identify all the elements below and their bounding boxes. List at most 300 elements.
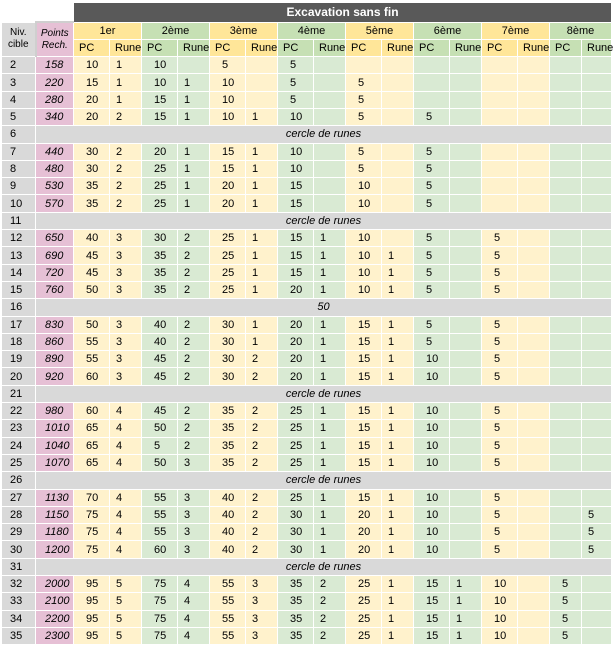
pc-cell: 20 (210, 178, 246, 195)
pc-cell: 50 (142, 420, 178, 437)
rune-cell (582, 143, 612, 160)
pc-cell (414, 74, 450, 91)
circle-header-3: 3ème (210, 22, 278, 39)
level-header-line2: cible (7, 39, 29, 51)
level-cell: 18 (2, 333, 36, 350)
pc-cell: 35 (278, 627, 314, 644)
rune-cell: 1 (314, 368, 346, 385)
level-cell: 7 (2, 143, 36, 160)
rune-cell: 2 (178, 420, 210, 437)
rune-cell: 3 (246, 593, 278, 610)
pc-cell: 5 (482, 368, 518, 385)
rune-cell: 2 (246, 403, 278, 420)
pc-cell: 25 (142, 195, 178, 212)
level-cell: 21 (2, 385, 36, 402)
table-row (2, 541, 612, 558)
rune-cell: 4 (110, 437, 142, 454)
pc-cell: 30 (210, 333, 246, 350)
rune-cell: 1 (382, 489, 414, 506)
rune-cell: 1 (110, 57, 142, 74)
rune-cell (518, 506, 550, 523)
pc-cell: 5 (482, 230, 518, 247)
points-cell: 1180 (36, 524, 74, 541)
level-cell: 23 (2, 420, 36, 437)
pc-cell: 10 (74, 57, 110, 74)
pc-cell: 10 (142, 57, 178, 74)
table-row (2, 368, 612, 385)
pc-cell (550, 489, 582, 506)
pc-cell: 5 (482, 247, 518, 264)
pc-cell: 10 (346, 247, 382, 264)
table-row (2, 160, 612, 177)
rune-cell (382, 74, 414, 91)
rune-cell: 4 (110, 403, 142, 420)
pc-cell: 10 (346, 230, 382, 247)
pc-cell: 25 (142, 160, 178, 177)
level-cell: 20 (2, 368, 36, 385)
points-cell: 570 (36, 195, 74, 212)
rune-cell (518, 524, 550, 541)
pc-cell: 10 (414, 351, 450, 368)
rune-cell (582, 454, 612, 471)
pc-cell: 20 (346, 524, 382, 541)
rune-cell: 4 (110, 506, 142, 523)
points-cell: 480 (36, 160, 74, 177)
rune-cell (314, 108, 346, 125)
rune-cell (518, 610, 550, 627)
pc-cell (482, 195, 518, 212)
pc-cell (550, 74, 582, 91)
pc-cell (550, 403, 582, 420)
pc-cell: 25 (210, 230, 246, 247)
rune-header: Rune (382, 39, 414, 56)
pc-cell: 55 (74, 351, 110, 368)
circle-header-7: 7ème (482, 22, 550, 39)
rune-cell (518, 160, 550, 177)
rune-cell (582, 108, 612, 125)
pc-cell: 55 (210, 593, 246, 610)
rune-cell: 1 (382, 506, 414, 523)
rune-cell (450, 247, 482, 264)
pc-cell: 5 (142, 437, 178, 454)
rune-cell: 1 (246, 178, 278, 195)
pc-cell: 20 (278, 281, 314, 298)
table-row (2, 351, 612, 368)
rune-cell: 1 (178, 178, 210, 195)
level-header-line1: Niv. (10, 27, 27, 39)
level-cell: 13 (2, 247, 36, 264)
points-cell: 220 (36, 74, 74, 91)
rune-cell (246, 74, 278, 91)
pc-cell: 5 (482, 420, 518, 437)
rune-cell (518, 351, 550, 368)
pc-cell: 35 (210, 454, 246, 471)
pc-cell: 25 (278, 420, 314, 437)
pc-cell (414, 57, 450, 74)
pc-cell: 25 (278, 489, 314, 506)
pc-cell: 5 (482, 524, 518, 541)
pc-cell (482, 178, 518, 195)
pc-cell: 40 (210, 541, 246, 558)
level-cell: 5 (2, 108, 36, 125)
rune-cell: 1 (382, 403, 414, 420)
pc-cell: 35 (210, 420, 246, 437)
pc-cell: 5 (278, 74, 314, 91)
pc-cell: 55 (142, 489, 178, 506)
rune-cell: 1 (314, 403, 346, 420)
rune-cell: 2 (246, 420, 278, 437)
rune-cell (518, 108, 550, 125)
pc-cell: 10 (142, 74, 178, 91)
pc-cell: 35 (278, 576, 314, 593)
pc-cell (550, 108, 582, 125)
rune-cell (582, 403, 612, 420)
table-row (2, 420, 612, 437)
pc-cell: 20 (346, 541, 382, 558)
pc-cell: 5 (414, 281, 450, 298)
separator-label: cercle de runes (36, 126, 612, 143)
rune-cell: 2 (246, 368, 278, 385)
separator-label: cercle de runes (36, 385, 612, 402)
points-cell: 890 (36, 351, 74, 368)
pc-cell: 20 (142, 143, 178, 160)
pc-cell: 10 (346, 264, 382, 281)
pc-cell: 30 (278, 506, 314, 523)
table-row (2, 593, 612, 610)
table-row (2, 108, 612, 125)
pc-cell: 75 (142, 610, 178, 627)
level-cell: 26 (2, 472, 36, 489)
rune-cell: 1 (450, 576, 482, 593)
rune-cell (450, 108, 482, 125)
rune-cell (518, 627, 550, 644)
rune-cell (382, 178, 414, 195)
level-cell: 35 (2, 627, 36, 644)
rune-cell (582, 627, 612, 644)
rune-cell (450, 437, 482, 454)
pc-cell (550, 506, 582, 523)
pc-cell: 5 (346, 91, 382, 108)
pc-cell: 30 (142, 230, 178, 247)
rune-cell: 5 (110, 627, 142, 644)
pc-cell: 5 (550, 627, 582, 644)
rune-cell (246, 57, 278, 74)
pc-cell: 5 (482, 403, 518, 420)
pc-cell: 60 (74, 403, 110, 420)
rune-cell: 4 (110, 420, 142, 437)
pc-cell: 15 (74, 74, 110, 91)
pc-cell: 45 (142, 351, 178, 368)
table-row (2, 437, 612, 454)
rune-cell (582, 160, 612, 177)
table-row (2, 57, 612, 74)
pc-cell: 15 (414, 627, 450, 644)
level-cell: 30 (2, 541, 36, 558)
pc-cell: 75 (74, 524, 110, 541)
rune-cell: 1 (314, 454, 346, 471)
pc-cell: 75 (74, 506, 110, 523)
separator-label: cercle de runes (36, 472, 612, 489)
level-cell: 8 (2, 160, 36, 177)
rune-cell: 1 (314, 247, 346, 264)
rune-cell (314, 195, 346, 212)
pc-cell: 25 (346, 627, 382, 644)
rune-cell: 1 (382, 351, 414, 368)
pc-cell: 15 (278, 264, 314, 281)
rune-cell: 1 (450, 610, 482, 627)
pc-cell: 25 (278, 454, 314, 471)
pc-cell (550, 351, 582, 368)
rune-cell: 3 (246, 610, 278, 627)
rune-cell (450, 316, 482, 333)
rune-cell (518, 368, 550, 385)
pc-cell: 50 (74, 281, 110, 298)
level-cell: 4 (2, 91, 36, 108)
pc-cell: 25 (346, 610, 382, 627)
rune-cell (314, 91, 346, 108)
rune-header: Rune (110, 39, 142, 56)
pc-cell (482, 108, 518, 125)
rune-cell (582, 230, 612, 247)
level-cell: 34 (2, 610, 36, 627)
circle-header-8: 8ème (550, 22, 612, 39)
points-column-header (36, 22, 74, 57)
rune-cell (450, 160, 482, 177)
pc-cell: 40 (210, 506, 246, 523)
rune-cell (518, 91, 550, 108)
pc-cell: 50 (74, 316, 110, 333)
rune-cell: 1 (450, 627, 482, 644)
pc-cell: 5 (346, 160, 382, 177)
rune-cell: 1 (382, 316, 414, 333)
rune-cell (582, 351, 612, 368)
level-cell: 6 (2, 126, 36, 143)
pc-cell: 5 (482, 454, 518, 471)
table-row (2, 576, 612, 593)
pc-cell: 15 (346, 333, 382, 350)
rune-cell: 1 (110, 74, 142, 91)
pc-cell: 40 (142, 333, 178, 350)
level-cell: 16 (2, 299, 36, 316)
level-cell: 12 (2, 230, 36, 247)
rune-cell (450, 454, 482, 471)
pc-cell (550, 264, 582, 281)
rune-cell (246, 91, 278, 108)
rune-cell: 3 (110, 368, 142, 385)
rune-cell (518, 74, 550, 91)
rune-cell (450, 541, 482, 558)
pc-cell: 95 (74, 593, 110, 610)
table-row (2, 74, 612, 91)
rune-cell (582, 195, 612, 212)
pc-cell: 35 (278, 610, 314, 627)
pc-cell (482, 57, 518, 74)
rune-cell (450, 524, 482, 541)
rune-cell (518, 420, 550, 437)
rune-cell (582, 91, 612, 108)
points-header-line1: Points (40, 27, 69, 39)
pc-cell: 35 (142, 247, 178, 264)
rune-cell (582, 420, 612, 437)
rune-cell: 5 (110, 593, 142, 610)
pc-cell: 40 (74, 230, 110, 247)
rune-cell: 1 (178, 108, 210, 125)
pc-cell: 10 (346, 195, 382, 212)
pc-cell: 5 (550, 610, 582, 627)
table-row (2, 281, 612, 298)
pc-cell: 25 (210, 281, 246, 298)
rune-cell: 1 (314, 420, 346, 437)
rune-cell (582, 281, 612, 298)
table-row (2, 247, 612, 264)
rune-cell: 1 (314, 333, 346, 350)
rune-cell: 1 (314, 281, 346, 298)
pc-cell: 75 (142, 576, 178, 593)
level-cell: 10 (2, 195, 36, 212)
pc-cell (550, 541, 582, 558)
pc-cell: 55 (142, 524, 178, 541)
separator-label: 50 (36, 299, 612, 316)
pc-cell: 55 (210, 627, 246, 644)
rune-cell: 2 (178, 403, 210, 420)
table-row (2, 454, 612, 471)
rune-cell (382, 195, 414, 212)
pc-cell: 25 (210, 264, 246, 281)
rune-cell: 2 (178, 264, 210, 281)
pc-cell: 15 (346, 368, 382, 385)
rune-cell: 2 (178, 247, 210, 264)
pc-cell: 5 (278, 57, 314, 74)
rune-cell (518, 454, 550, 471)
rune-cell: 1 (450, 593, 482, 610)
pc-header: PC (210, 39, 246, 56)
rune-cell: 1 (178, 160, 210, 177)
pc-cell: 30 (278, 524, 314, 541)
rune-cell: 1 (246, 143, 278, 160)
rune-cell (518, 247, 550, 264)
pc-cell: 15 (414, 593, 450, 610)
rune-cell (518, 264, 550, 281)
rune-cell: 2 (178, 316, 210, 333)
pc-cell: 70 (74, 489, 110, 506)
rune-cell (518, 593, 550, 610)
rune-cell: 1 (382, 247, 414, 264)
pc-cell (550, 368, 582, 385)
rune-cell (450, 506, 482, 523)
rune-cell: 1 (110, 91, 142, 108)
pc-cell: 55 (210, 610, 246, 627)
rune-cell: 1 (246, 160, 278, 177)
pc-cell: 25 (278, 437, 314, 454)
level-cell: 31 (2, 558, 36, 575)
pc-header: PC (482, 39, 518, 56)
pc-cell: 5 (346, 143, 382, 160)
rune-cell (450, 351, 482, 368)
rune-cell (582, 437, 612, 454)
points-cell: 860 (36, 333, 74, 350)
pc-cell: 35 (278, 593, 314, 610)
rune-cell (450, 403, 482, 420)
points-cell: 920 (36, 368, 74, 385)
pc-cell: 10 (482, 576, 518, 593)
pc-cell: 20 (74, 91, 110, 108)
pc-cell: 40 (210, 489, 246, 506)
pc-cell (482, 160, 518, 177)
circle-header-4: 4ème (278, 22, 346, 39)
rune-cell: 1 (246, 247, 278, 264)
rune-cell (582, 593, 612, 610)
table-row (2, 333, 612, 350)
table-row (2, 143, 612, 160)
rune-cell: 3 (178, 489, 210, 506)
rune-cell: 1 (314, 541, 346, 558)
pc-cell: 15 (142, 108, 178, 125)
pc-cell: 10 (414, 541, 450, 558)
rune-cell: 4 (178, 627, 210, 644)
pc-cell: 60 (74, 368, 110, 385)
pc-cell: 5 (482, 351, 518, 368)
pc-cell: 10 (278, 143, 314, 160)
points-cell: 158 (36, 57, 74, 74)
pc-cell: 95 (74, 576, 110, 593)
rune-cell (518, 576, 550, 593)
separator-row (2, 212, 612, 229)
rune-cell: 1 (382, 610, 414, 627)
rune-cell: 1 (382, 541, 414, 558)
level-cell: 17 (2, 316, 36, 333)
pc-cell: 25 (142, 178, 178, 195)
pc-cell: 20 (278, 368, 314, 385)
rune-cell: 2 (178, 333, 210, 350)
points-cell: 1200 (36, 541, 74, 558)
pc-cell (346, 57, 382, 74)
rune-cell: 1 (178, 74, 210, 91)
rune-cell: 3 (178, 454, 210, 471)
rune-cell: 1 (382, 437, 414, 454)
pc-cell: 95 (74, 627, 110, 644)
pc-cell: 45 (142, 368, 178, 385)
points-header-line2: Rech. (41, 39, 68, 51)
rune-cell: 1 (382, 420, 414, 437)
rune-cell: 1 (382, 264, 414, 281)
pc-cell (550, 333, 582, 350)
rune-cell: 3 (110, 351, 142, 368)
pc-cell: 5 (414, 160, 450, 177)
rune-cell: 2 (246, 541, 278, 558)
rune-cell: 3 (110, 333, 142, 350)
pc-cell (550, 281, 582, 298)
level-cell: 15 (2, 281, 36, 298)
rune-cell: 1 (246, 316, 278, 333)
pc-cell (550, 437, 582, 454)
pc-cell: 15 (278, 230, 314, 247)
rune-cell: 4 (178, 576, 210, 593)
rune-cell: 1 (314, 506, 346, 523)
pc-cell: 5 (414, 264, 450, 281)
rune-cell: 1 (314, 230, 346, 247)
circle-header-1: 1er (74, 22, 142, 39)
pc-cell: 5 (482, 506, 518, 523)
pc-header: PC (74, 39, 110, 56)
pc-cell: 15 (210, 160, 246, 177)
rune-cell: 4 (110, 454, 142, 471)
pc-cell (550, 160, 582, 177)
circle-header-row (2, 22, 612, 39)
rune-cell (314, 143, 346, 160)
pc-cell (482, 91, 518, 108)
rune-cell (314, 57, 346, 74)
points-cell: 440 (36, 143, 74, 160)
